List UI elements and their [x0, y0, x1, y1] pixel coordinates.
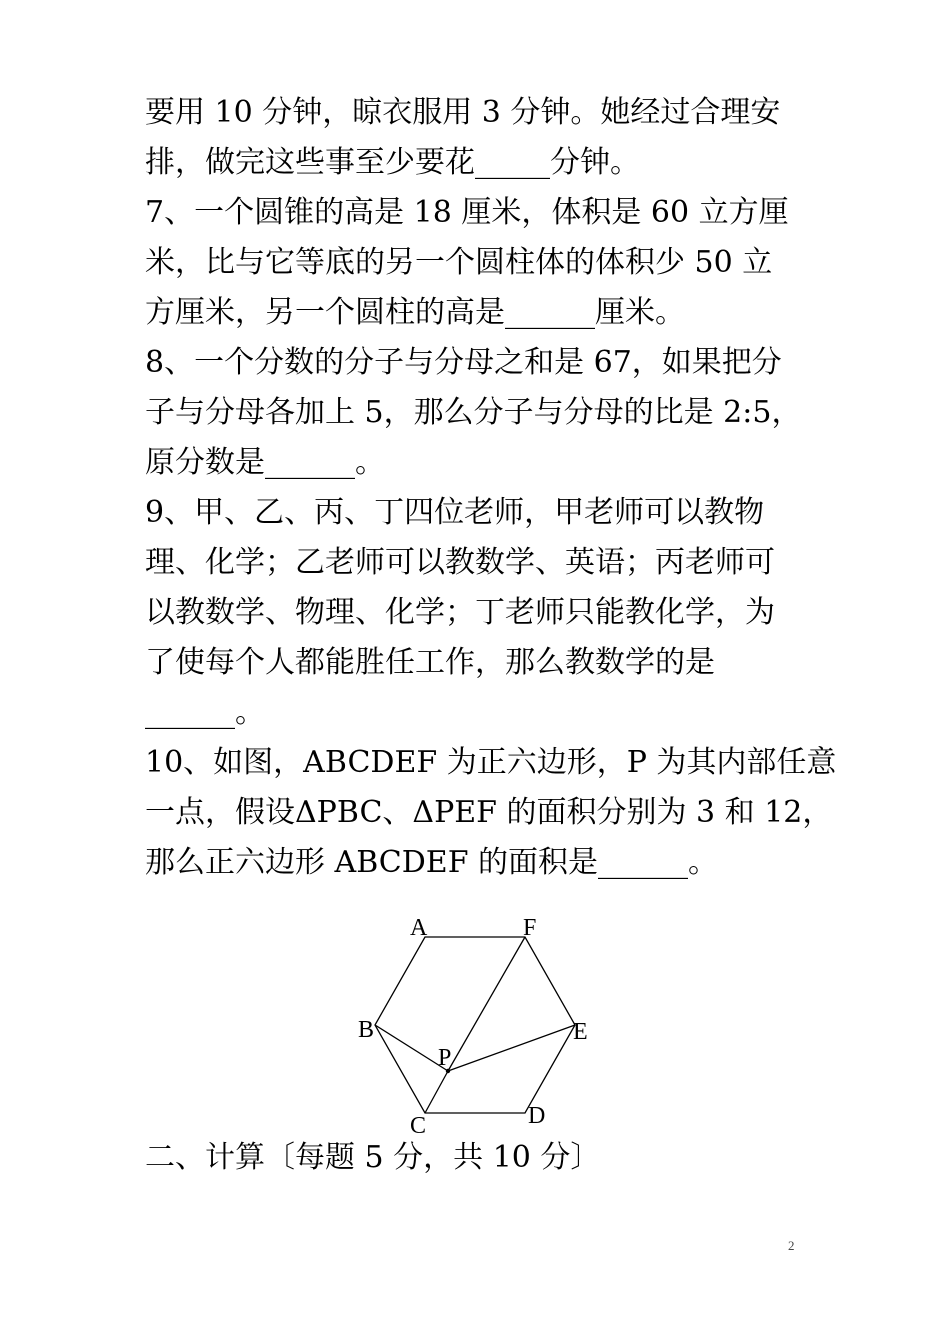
question-9-line-5: ______。: [145, 695, 265, 730]
section-heading: 二、计算〔每题 5 分，共 10 分〕: [145, 1140, 601, 1175]
question-10-line-1: 10、如图，ABCDEF 为正六边形，P 为其内部任意: [145, 745, 837, 780]
question-8-line-1: 8、一个分数的分子与分母之和是 67，如果把分: [145, 345, 782, 380]
question-9-line-1: 9、甲、乙、丙、丁四位老师，甲老师可以教物: [145, 495, 765, 530]
vertex-label-c: C: [410, 1113, 427, 1139]
segment-pe: [448, 1025, 575, 1071]
vertex-label-b: B: [358, 1017, 375, 1043]
segment-pf: [448, 937, 525, 1071]
question-8-line-2: 子与分母各加上 5，那么分子与分母的比是 2:5，: [145, 395, 802, 430]
hexagon-diagram: [340, 905, 610, 1145]
question-9-line-3: 以教数学、物理、化学；丁老师只能教化学，为: [145, 595, 775, 630]
question-10-line-3: 那么正六边形 ABCDEF 的面积是______。: [145, 845, 719, 880]
text-line-1: 要用 10 分钟，晾衣服用 3 分钟。她经过合理安: [145, 95, 781, 130]
question-10-line-2: 一点，假设ΔPBC、ΔPEF 的面积分别为 3 和 12，: [145, 795, 833, 830]
vertex-label-a: A: [410, 915, 428, 941]
question-7-line-3: 方厘米，另一个圆柱的高是______厘米。: [145, 295, 685, 330]
vertex-label-d: D: [528, 1103, 546, 1129]
question-8-line-3: 原分数是______。: [145, 445, 385, 480]
question-7-line-1: 7、一个圆锥的高是 18 厘米，体积是 60 立方厘: [145, 195, 789, 230]
page-number: 2: [788, 1238, 795, 1253]
question-9-line-2: 理、化学；乙老师可以教数学、英语；丙老师可: [145, 545, 775, 580]
text-line-2: 排，做完这些事至少要花_____分钟。: [145, 145, 640, 180]
vertex-label-f: F: [523, 915, 537, 941]
vertex-label-e: E: [573, 1019, 588, 1045]
question-7-line-2: 米，比与它等底的另一个圆柱体的体积少 50 立: [145, 245, 773, 280]
hexagon-figure: [340, 905, 610, 1145]
segment-pc: [425, 1071, 448, 1113]
question-9-line-4: 了使每个人都能胜任工作，那么教数学的是: [145, 645, 715, 680]
point-label-p: P: [438, 1045, 452, 1071]
